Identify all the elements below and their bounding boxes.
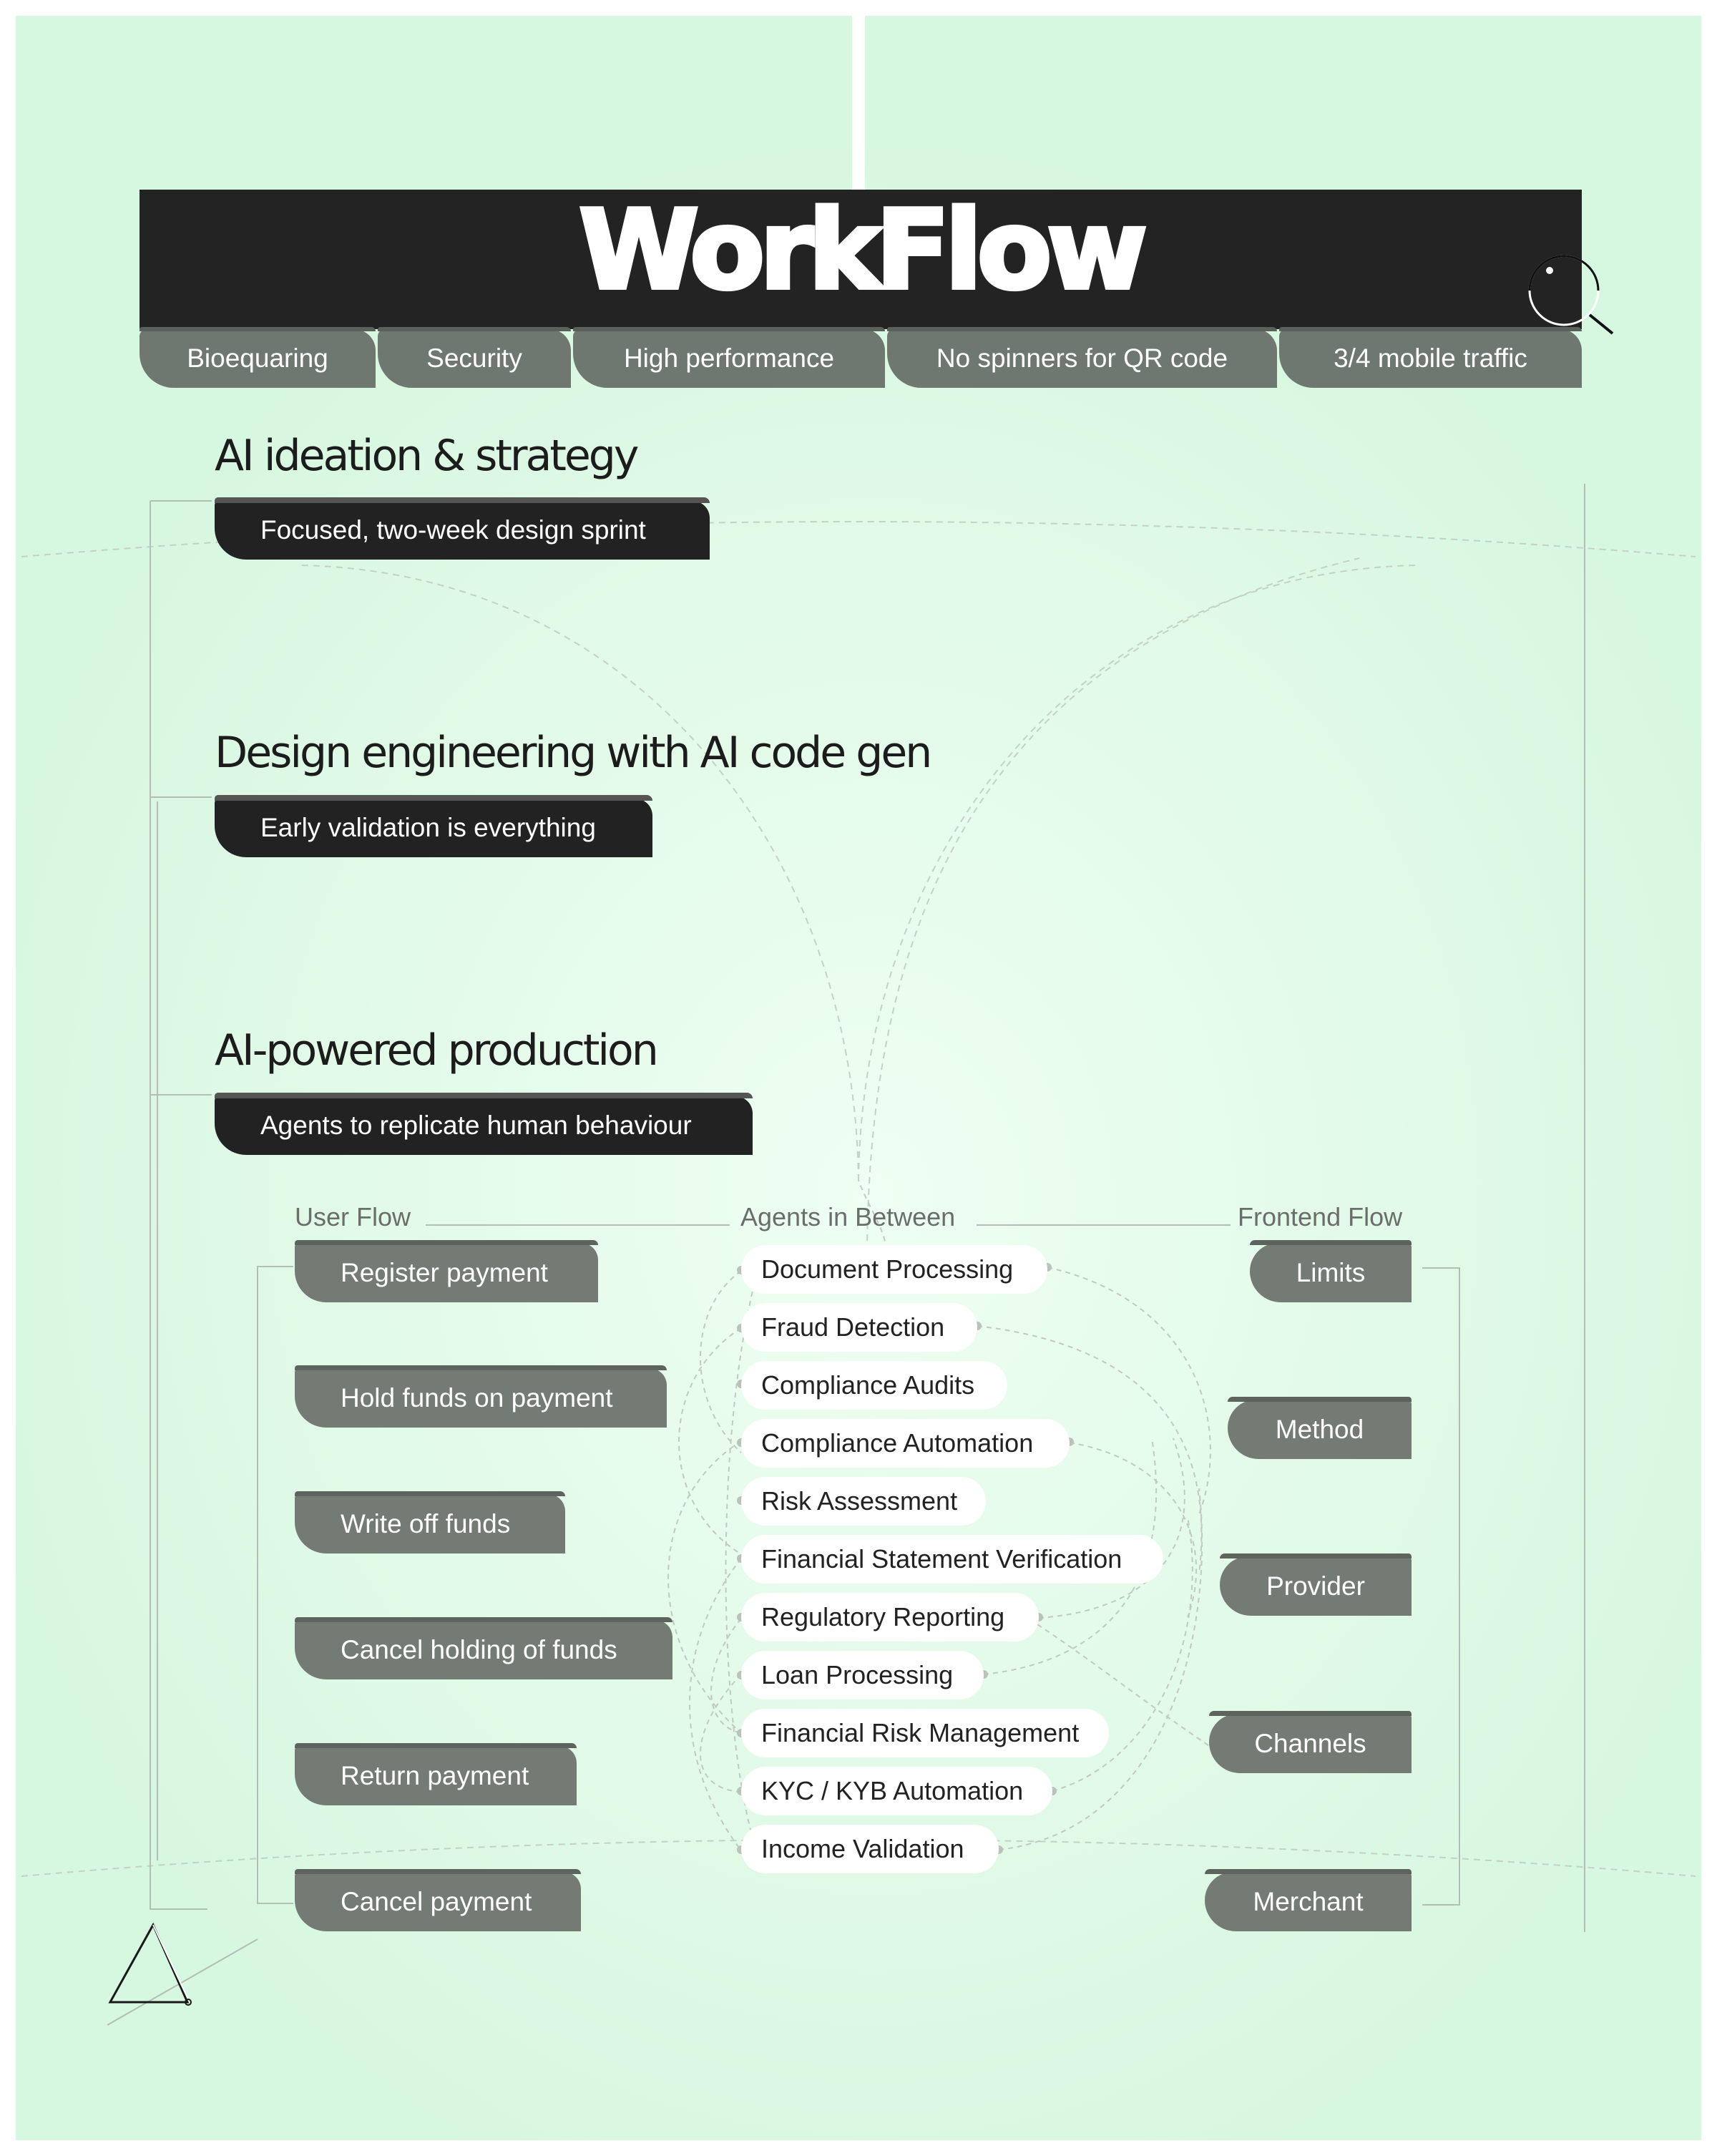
agent-item[interactable]: Financial Risk Management: [741, 1709, 1109, 1757]
user-flow-item[interactable]: Write off funds: [295, 1494, 565, 1553]
tab-mobile-traffic[interactable]: [1279, 329, 1582, 388]
tab-high-performance[interactable]: [573, 329, 885, 388]
tab-no-spinners-qr[interactable]: [887, 329, 1277, 388]
user-flow-item[interactable]: Hold funds on payment: [295, 1368, 667, 1428]
agent-item[interactable]: Compliance Automation: [741, 1419, 1070, 1468]
tab-bioequaring[interactable]: [140, 329, 376, 388]
stage-heading: AI ideation & strategy: [215, 431, 637, 481]
user-flow-item[interactable]: Cancel holding of funds: [295, 1620, 672, 1679]
user-flow-item[interactable]: Return payment: [295, 1746, 577, 1805]
frontend-flow-item[interactable]: Channels: [1209, 1714, 1412, 1773]
agent-item[interactable]: Financial Statement Verification: [741, 1535, 1163, 1584]
tab-label: High performance: [623, 343, 835, 373]
user-flow-item[interactable]: Register payment: [295, 1243, 598, 1302]
frontend-flow-label: Frontend Flow: [1238, 1202, 1403, 1231]
agent-item[interactable]: Regulatory Reporting: [741, 1593, 1039, 1642]
frontend-flow-item[interactable]: Limits: [1250, 1243, 1412, 1302]
frontend-flow-item[interactable]: Provider: [1220, 1556, 1412, 1616]
agent-item[interactable]: Fraud Detection: [741, 1303, 977, 1352]
stage-tag: Agents to replicate human behaviour: [215, 1096, 753, 1155]
user-flow-item[interactable]: Cancel payment: [295, 1872, 581, 1931]
stage-heading: Design engineering with AI code gen: [215, 728, 931, 778]
agent-item[interactable]: Income Validation: [741, 1825, 999, 1873]
agent-item[interactable]: Risk Assessment: [741, 1477, 986, 1526]
frontend-flow-item[interactable]: Merchant: [1205, 1872, 1412, 1931]
page-title: WorkFlow: [579, 187, 1143, 313]
agent-item[interactable]: Compliance Audits: [741, 1361, 1007, 1410]
tab-label: Bioequaring: [187, 343, 328, 373]
frontend-flow-item[interactable]: Method: [1228, 1400, 1412, 1459]
agents-label: Agents in Between: [740, 1202, 956, 1231]
agent-item[interactable]: Document Processing: [741, 1245, 1047, 1294]
tab-label: Security: [426, 343, 522, 373]
stage-heading: AI-powered production: [215, 1025, 657, 1075]
tab-label: 3/4 mobile traffic: [1334, 343, 1527, 373]
tab-security[interactable]: [378, 329, 571, 388]
agent-item[interactable]: Loan Processing: [741, 1651, 984, 1699]
stage-tag: Focused, two-week design sprint: [215, 501, 710, 560]
triangle-logo-icon: [104, 1921, 197, 2006]
tab-label: No spinners for QR code: [936, 343, 1228, 373]
stage-tag: Early validation is everything: [215, 799, 652, 857]
user-flow-label: User Flow: [295, 1202, 411, 1231]
agent-item[interactable]: KYC / KYB Automation: [741, 1767, 1052, 1815]
magnifier-icon: [1524, 252, 1617, 338]
